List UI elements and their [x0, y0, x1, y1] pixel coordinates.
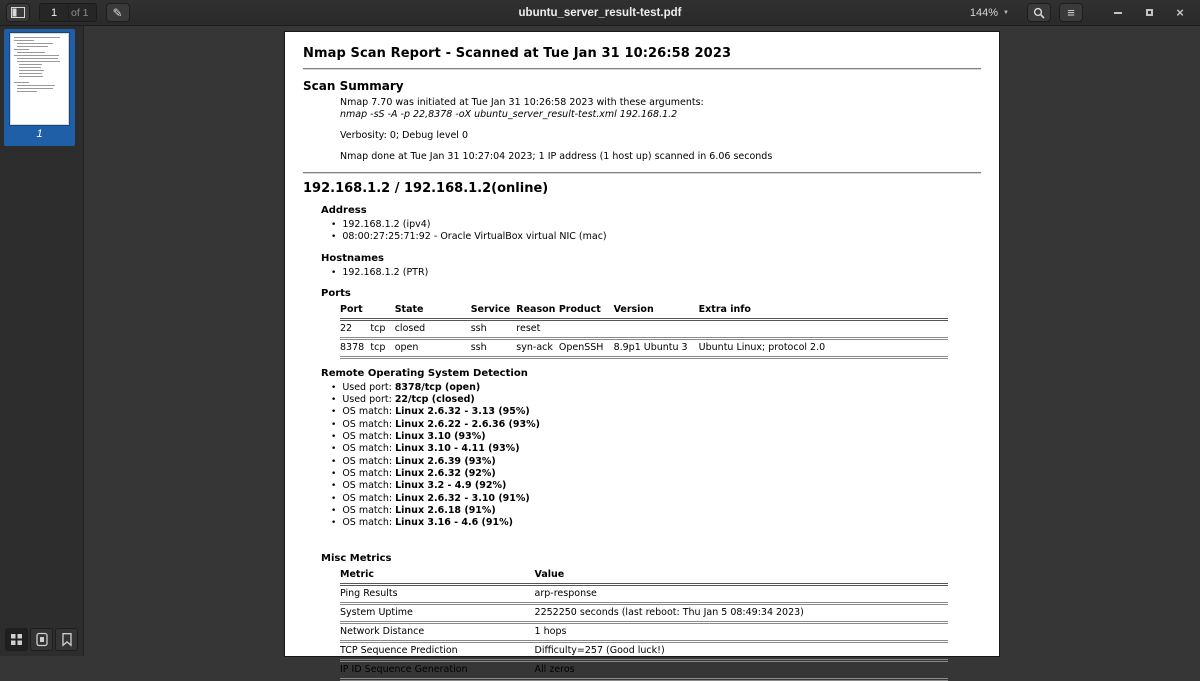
- misc-table-body: [340, 585, 948, 680]
- table-cell: reset: [516, 319, 559, 338]
- table-row: [340, 623, 948, 642]
- table-row: [340, 604, 948, 623]
- os-match-item: • OS match: Linux 3.16 - 4.6 (91%): [331, 517, 981, 529]
- hostnames-list: [331, 267, 981, 279]
- table-cell: [699, 319, 948, 338]
- hamburger-menu-icon: ≡: [1067, 5, 1075, 20]
- nmap-command-line: nmap -sS -A -p 22,8378 -oX ubuntu_server_result-test.xml 192.168.1.2: [340, 109, 678, 120]
- maximize-button[interactable]: [1137, 4, 1161, 22]
- page-thumbnail: [10, 33, 69, 125]
- pen-icon: ✎: [112, 5, 123, 20]
- column-header: Service: [471, 302, 517, 320]
- chevron-down-icon: ▼: [1003, 9, 1009, 16]
- table-cell: ssh: [471, 319, 517, 338]
- table-cell: arp-response: [535, 585, 948, 604]
- thumbnails-view-button[interactable]: [5, 628, 28, 651]
- scan-summary-heading: Scan Summary: [303, 79, 404, 93]
- column-header: Reason: [516, 302, 559, 320]
- annotations-view-button[interactable]: [30, 628, 53, 651]
- zoom-level-value: 144%: [969, 6, 999, 19]
- os-match-item: • OS match: Linux 2.6.18 (91%): [331, 505, 981, 517]
- column-header: Port: [340, 302, 370, 320]
- hostname-item: • 192.168.1.2 (PTR): [331, 267, 981, 279]
- table-cell: [559, 319, 614, 338]
- table-cell: Network Distance: [340, 623, 535, 642]
- ports-header-row: [340, 302, 948, 320]
- annotate-button[interactable]: [106, 3, 130, 22]
- headerbar-right: [960, 3, 1200, 22]
- os-match-item: • Used port: 22/tcp (closed): [331, 394, 981, 406]
- thumbnail-page-number: 1: [36, 128, 43, 140]
- grid-icon: [11, 634, 22, 645]
- bookmarks-view-button[interactable]: [55, 628, 78, 651]
- page-number-input[interactable]: 1: [50, 6, 58, 19]
- os-detection-list: [331, 382, 981, 530]
- os-match-item: • OS match: Linux 2.6.32 (92%): [331, 468, 981, 480]
- pdf-page: [285, 32, 999, 676]
- divider: [303, 68, 981, 70]
- nmap-done-line: Nmap done at Tue Jan 31 10:27:04 2023; 1 IP address (1 host up) scanned in 6.06 seconds: [340, 151, 773, 162]
- zoom-level-dropdown[interactable]: [960, 3, 1019, 22]
- table-cell: Ubuntu Linux; protocol 2.0: [699, 338, 948, 357]
- host-heading: 192.168.1.2 / 192.168.1.2(online): [303, 181, 549, 196]
- minimize-icon: [1114, 12, 1122, 14]
- close-icon: ×: [1176, 5, 1184, 20]
- window-title: ubuntu_server_result-test.pdf: [518, 6, 682, 19]
- initiated-line: Nmap 7.70 was initiated at Tue Jan 31 10:26:58 2023 with these arguments:: [340, 97, 704, 108]
- table-cell: open: [395, 338, 471, 357]
- table-row: [340, 585, 948, 604]
- os-match-item: • OS match: Linux 2.6.32 - 3.10 (91%): [331, 493, 981, 505]
- column-header: Version: [614, 302, 699, 320]
- page-total-label: of 1: [68, 4, 96, 21]
- sidebar-toggle-button[interactable]: [6, 3, 30, 22]
- os-match-item: • OS match: Linux 2.6.39 (93%): [331, 456, 981, 468]
- ports-table: [340, 302, 948, 359]
- table-cell: TCP Sequence Prediction: [340, 642, 535, 661]
- table-cell: IP ID Sequence Generation: [340, 661, 535, 680]
- search-icon: [1033, 7, 1045, 19]
- side-pane-icon: [11, 7, 25, 18]
- column-header: Extra info: [699, 302, 948, 320]
- table-cell: tcp: [370, 338, 394, 357]
- page-thumbnail-selected[interactable]: [4, 29, 75, 146]
- table-row: [340, 661, 948, 680]
- column-header: [370, 302, 394, 320]
- table-cell: 2252250 seconds (last reboot: Thu Jan 5 08:49:34 2023): [535, 604, 948, 623]
- os-match-item: • OS match: Linux 3.10 - 4.11 (93%): [331, 443, 981, 455]
- minimize-button[interactable]: [1106, 4, 1130, 22]
- maximize-icon: [1146, 9, 1153, 16]
- table-cell: Difficulty=257 (Good luck!): [535, 642, 948, 661]
- address-list: [331, 219, 981, 244]
- column-header: State: [395, 302, 471, 320]
- table-row: [340, 319, 948, 338]
- table-cell: 1 hops: [535, 623, 948, 642]
- table-cell: closed: [395, 319, 471, 338]
- table-cell: 8.9p1 Ubuntu 3: [614, 338, 699, 357]
- thumbnails-sidebar: [0, 26, 84, 656]
- os-match-item: • OS match: Linux 3.10 (93%): [331, 431, 981, 443]
- headerbar: [0, 0, 1200, 26]
- verbosity-line: Verbosity: 0; Debug level 0: [340, 130, 468, 141]
- misc-metrics-table: [340, 567, 948, 681]
- content-area: [0, 26, 1200, 676]
- table-row: [340, 642, 948, 661]
- column-header: Value: [535, 567, 948, 585]
- hostnames-heading: Hostnames: [321, 252, 384, 264]
- ports-heading: Ports: [321, 287, 351, 299]
- os-match-item: • OS match: Linux 2.6.22 - 2.6.36 (93%): [331, 419, 981, 431]
- sidebar-mode-switcher: [0, 624, 83, 656]
- table-cell: Ping Results: [340, 585, 535, 604]
- table-cell: [614, 319, 699, 338]
- document-view[interactable]: [84, 26, 1200, 676]
- column-header: Metric: [340, 567, 535, 585]
- os-match-item: • OS match: Linux 3.2 - 4.9 (92%): [331, 480, 981, 492]
- table-row: [340, 338, 948, 357]
- annotation-icon: [36, 633, 48, 646]
- headerbar-left: [0, 3, 130, 22]
- os-detection-heading: Remote Operating System Detection: [321, 367, 528, 379]
- table-cell: tcp: [370, 319, 394, 338]
- os-match-item: • Used port: 8378/tcp (open): [331, 382, 981, 394]
- table-cell: OpenSSH: [559, 338, 614, 357]
- search-button[interactable]: [1027, 3, 1051, 22]
- table-cell: 8378: [340, 338, 370, 357]
- table-cell: syn-ack: [516, 338, 559, 357]
- table-cell: System Uptime: [340, 604, 535, 623]
- address-item: • 192.168.1.2 (ipv4): [331, 219, 981, 231]
- page-selector[interactable]: [39, 3, 97, 22]
- divider: [303, 172, 981, 174]
- table-cell: ssh: [471, 338, 517, 357]
- address-item: • 08:00:27:25:71:92 - Oracle VirtualBox virtual NIC (mac): [331, 231, 981, 243]
- close-button[interactable]: [1168, 4, 1192, 22]
- report-title: Nmap Scan Report - Scanned at Tue Jan 31 10:26:58 2023: [303, 46, 732, 61]
- misc-header-row: [340, 567, 948, 585]
- menu-button[interactable]: [1059, 3, 1083, 22]
- os-match-item: • OS match: Linux 2.6.32 - 3.13 (95%): [331, 406, 981, 418]
- column-header: Product: [559, 302, 614, 320]
- scan-summary-arguments: [340, 97, 981, 121]
- table-cell: 22: [340, 319, 370, 338]
- bookmark-icon: [62, 633, 72, 646]
- address-heading: Address: [321, 205, 367, 216]
- ports-table-body: [340, 319, 948, 357]
- table-cell: All zeros: [535, 661, 948, 680]
- misc-metrics-heading: Misc Metrics: [321, 553, 392, 565]
